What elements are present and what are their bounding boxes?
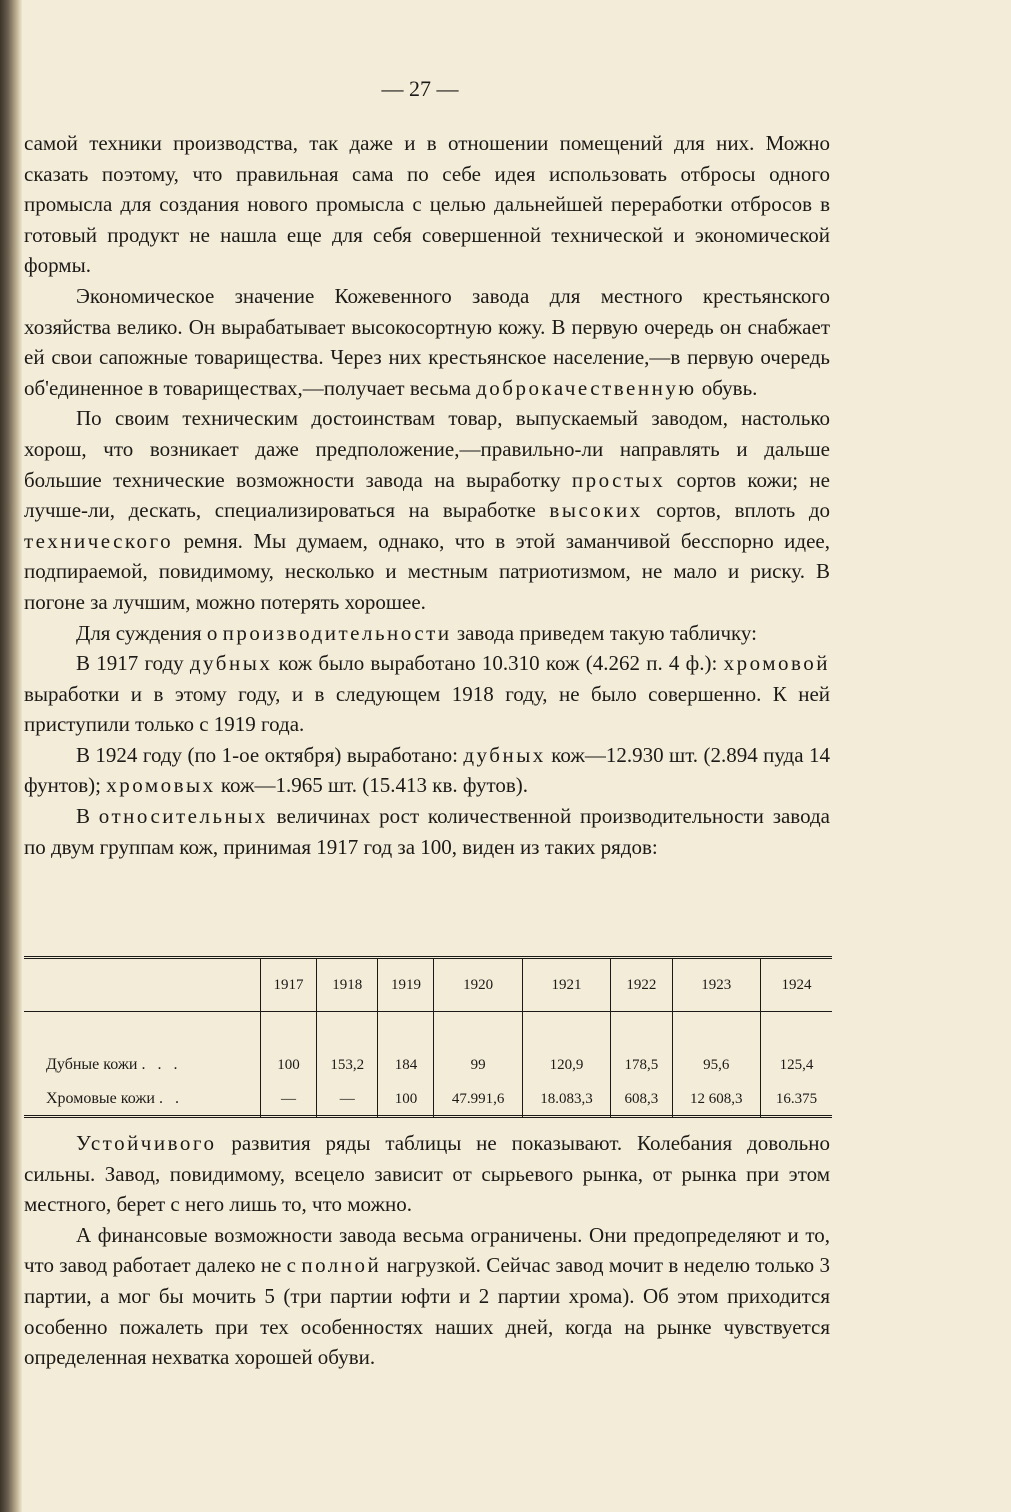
text-run: сортов, вплоть до	[642, 498, 831, 523]
spaced-emphasis: хромовых	[106, 773, 216, 798]
table-cell: 47.991,6	[434, 1080, 522, 1118]
spaced-emphasis: Устойчивого	[76, 1131, 217, 1155]
table-cell: 99	[434, 1012, 522, 1081]
table-cell: 100	[261, 1012, 317, 1081]
table-cell: —	[317, 1080, 378, 1118]
text-run: завода приведем такую табличку:	[451, 620, 757, 645]
year-header: 1920	[434, 959, 522, 1012]
table-cell: 178,5	[611, 1012, 672, 1081]
table-row	[24, 1080, 832, 1118]
spaced-emphasis: технического	[24, 528, 174, 553]
text-run: самой техники производства, так даже и в отношении помещений для них. Можно сказать поэтому, что правильная сама по себе идея использовать отбросы одного промысла для создания нового промысла с целью дальнейшей переработки отбросов в готовый продукт не нашла еще для себя совершенной технической и экономической формы.	[24, 131, 830, 278]
text-run: нагрузкой. Сейчас завод мочит в неделю только 3 партии, а мог бы мочить 5 (три партии юфти и 2 партии хрома). Об этом приходится особенно пожалеть при тех особенностях наших дней, когда на рынке чувствуется определенная нехватка хорошей обуви.	[24, 1253, 831, 1370]
year-header: 1924	[760, 959, 832, 1012]
text-run: величинах рост количественной производительности завода по двум группам кож, принимая 1917 год за 100, виден из таких рядов:	[24, 804, 830, 859]
year-header: 1918	[317, 959, 378, 1012]
page-number: — 27 —	[381, 76, 459, 101]
text-run: В	[76, 804, 99, 829]
page-binding-edge	[0, 0, 22, 1512]
paragraph	[24, 618, 830, 649]
spaced-emphasis: хромовой	[723, 651, 830, 676]
table-cell: 12 608,3	[672, 1080, 760, 1118]
table-row	[24, 1012, 832, 1081]
year-header: 1923	[672, 959, 760, 1012]
text-run: кож было выработано 10.310 кож (4.262 п. 4 ф.):	[272, 651, 724, 676]
text-run: А финансовые возможности завода весьма ограничены. Они предопределяют и то, что завод работает далеко не с	[24, 1222, 830, 1278]
paragraph	[24, 1128, 830, 1220]
year-header: 1922	[611, 959, 672, 1012]
table-cell: 100	[378, 1080, 434, 1118]
table-cell: 95,6	[672, 1012, 760, 1081]
text-run: По своим техническим достоинствам товар, выпускаемый заводом, настолько хорош, что возникает даже предположение,—правильно-ли направлять и дальше большие технические возможности завода на выработку	[24, 406, 830, 492]
spaced-emphasis: высоких	[549, 498, 643, 523]
text-run: В 1917 году	[76, 651, 190, 676]
text-run: сортов кожи; не лучше-ли, дескать, специализироваться на выработке	[24, 467, 830, 523]
paragraph	[24, 801, 830, 862]
table-cell: 184	[378, 1012, 434, 1081]
body-text-bottom	[24, 1128, 830, 1373]
production-table	[24, 956, 832, 1118]
row-label: Хромовые кожи . .	[46, 1090, 183, 1107]
table-cell: 608,3	[611, 1080, 672, 1118]
text-run: В 1924 году (по 1-ое октября) выработано:	[76, 742, 464, 767]
year-header: 1919	[378, 959, 434, 1012]
year-header: 1921	[522, 959, 610, 1012]
spaced-emphasis: простых	[571, 467, 666, 492]
text-run: выработки и в этому году, и в следующем 1918 году, не было совершенно. К ней приступили только с 1919 года.	[24, 681, 830, 737]
table-cell: 125,4	[760, 1012, 832, 1081]
text-run: Для суждения о	[76, 620, 223, 645]
table-header-row	[24, 959, 832, 1012]
table-cell: 16.375	[760, 1080, 832, 1118]
paragraph	[24, 128, 830, 281]
paragraph	[24, 281, 830, 403]
paragraph	[24, 648, 830, 740]
table-cell: 18.083,3	[522, 1080, 610, 1118]
table-cell: 120,9	[522, 1012, 610, 1081]
spaced-emphasis: дубных	[463, 742, 546, 767]
text-run: Экономическое значение Кожевенного завода для местного крестьянского хозяйства велико. Он вырабатывает высокосортную кожу. В первую очередь он снабжает ей свои сапожные товарищества. Через них крестьянское население,—в первую очередь об'единенное в товариществах,—получает весьма	[24, 283, 830, 400]
paragraph	[24, 1220, 830, 1373]
text-run: кож—12.930 шт. (2.894 пуда 14 фунтов);	[24, 742, 830, 798]
spaced-emphasis: доброкачественную	[476, 375, 697, 400]
spaced-emphasis: производительности	[222, 620, 452, 645]
text-run: ремня. Мы думаем, однако, что в этой заманчивой бесспорно идее, подпираемой, повидимому, несколько и местным патриотизмом, не мало и риску. В погоне за лучшим, можно потерять хорошее.	[24, 528, 830, 614]
paragraph	[24, 403, 830, 617]
table-stub-header	[24, 959, 261, 1012]
table-cell: 153,2	[317, 1012, 378, 1081]
spaced-emphasis: дубных	[189, 651, 273, 676]
production-index-table	[24, 959, 832, 1118]
text-run: развития ряды таблицы не показывают. Колебания довольно сильны. Завод, повидимому, всецело зависит от сырьевого рынка, от рынка при этом местного, берет с него лишь то, что можно.	[24, 1131, 830, 1217]
paragraph	[24, 740, 830, 801]
spaced-emphasis: полной	[301, 1253, 382, 1278]
text-run: обувь.	[696, 375, 758, 400]
spaced-emphasis: относительных	[98, 804, 268, 829]
year-header: 1917	[261, 959, 317, 1012]
row-label: Дубные кожи . . .	[46, 1056, 182, 1073]
body-text-top	[24, 128, 830, 862]
table-cell: —	[261, 1080, 317, 1118]
text-run: кож—1.965 шт. (15.413 кв. футов).	[215, 773, 529, 798]
